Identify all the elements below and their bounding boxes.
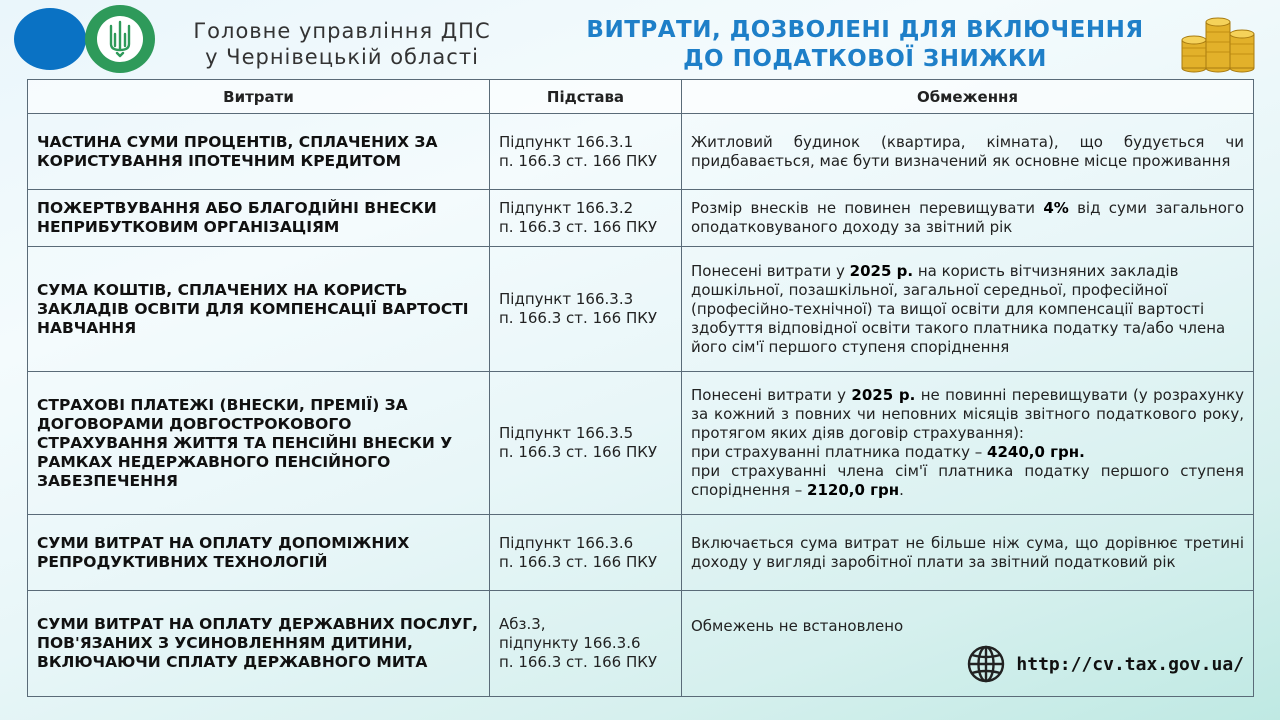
- table-header-row: [28, 80, 1254, 114]
- limit-text: Розмір внесків не повинен перевищувати: [691, 199, 1044, 217]
- limit-cell: [682, 591, 1254, 697]
- title-line-1: ВИТРАТИ, ДОЗВОЛЕНІ ДЛЯ ВКЛЮЧЕННЯ: [586, 17, 1144, 43]
- logo-blue-circle: [14, 8, 86, 70]
- limit-text: Понесені витрати у: [691, 261, 850, 280]
- expense-cell: СУМИ ВИТРАТ НА ОПЛАТУ ДЕРЖАВНИХ ПОСЛУГ, ПОВ'ЯЗАНИХ З УСИНОВЛЕННЯМ ДИТИНИ, ВКЛЮЧАЮЧИ СПЛАТУ ДЕРЖАВНОГО МИТА: [28, 591, 490, 697]
- basis-cell: [490, 190, 682, 247]
- limit-text: на користь вітчизняних закладів дошкільної, позашкільної, загальної середньої, професійної (професійно-технічної) та вищої освіти для компенсації вартості здобуття відповідної освіти такого платника податку та/або члена його сім'ї першого ступеня споріднення: [691, 261, 1226, 356]
- limit-text: Понесені витрати у: [691, 386, 852, 404]
- basis-cell: [490, 247, 682, 372]
- header-limits: Обмеження: [682, 80, 1254, 114]
- basis-line: Абз.3,: [499, 615, 546, 633]
- website-link[interactable]: [691, 644, 1244, 684]
- basis-line: п. 166.3 ст. 166 ПКУ: [499, 309, 658, 327]
- trident-icon: [105, 20, 135, 58]
- limit-text: не повинні перевищувати (у розрахунку за кожний з повних чи неповних місяців звітного податкового року, протягом яких діяв договір страхування):: [691, 386, 1245, 442]
- limit-cell: [682, 372, 1254, 515]
- limit-highlight: 2025 р.: [851, 386, 916, 404]
- basis-line: п. 166.3 ст. 166 ПКУ: [499, 151, 658, 170]
- limit-highlight: 4240,0 грн.: [987, 443, 1085, 461]
- limit-cell: Включається сума витрат не більше ніж сума, що дорівнює третині доходу у вигляді заробітної плати за звітний податковий рік: [682, 515, 1254, 591]
- page-title: [560, 16, 1170, 74]
- logo-trident: [85, 5, 155, 73]
- table-row: [28, 247, 1254, 372]
- basis-line: підпункту 166.3.6: [499, 634, 641, 652]
- basis-cell: [490, 372, 682, 515]
- basis-line: Підпункт 166.3.2: [499, 199, 634, 217]
- basis-line: Підпункт 166.3.3: [499, 290, 634, 308]
- expense-cell: СУМА КОШТІВ, СПЛАЧЕНИХ НА КОРИСТЬ ЗАКЛАДІВ ОСВІТИ ДЛЯ КОМПЕНСАЦІЇ ВАРТОСТІ НАВЧАННЯ: [28, 247, 490, 372]
- basis-line: п. 166.3 ст. 166 ПКУ: [499, 653, 658, 671]
- limit-highlight: 2025 р.: [849, 261, 914, 280]
- expense-cell: СТРАХОВІ ПЛАТЕЖІ (ВНЕСКИ, ПРЕМІЇ) ЗА ДОГОВОРАМИ ДОВГОСТРОКОВОГО СТРАХУВАННЯ ЖИТТЯ ТА ПЕНСІЙНІ ВНЕСКИ У РАМКАХ НЕДЕРЖАВНОГО ПЕНСІЙНОГО ЗАБЕЗПЕЧЕННЯ: [28, 372, 490, 515]
- org-line-2: у Чернівецькій області: [205, 45, 479, 69]
- website-url[interactable]: http://cv.tax.gov.ua/: [1016, 653, 1244, 675]
- table-row: [28, 372, 1254, 515]
- organization-name: [172, 18, 512, 70]
- basis-cell: [490, 515, 682, 591]
- limit-highlight: 4%: [1043, 199, 1069, 217]
- header-basis: Підстава: [490, 80, 682, 114]
- expenses-table: [27, 79, 1254, 697]
- limit-highlight: 2120,0 грн: [807, 481, 900, 499]
- org-line-1: Головне управління ДПС: [193, 19, 491, 43]
- limit-cell: [682, 190, 1254, 247]
- basis-line: п. 166.3 ст. 166 ПКУ: [499, 443, 658, 461]
- limit-cell: [682, 247, 1254, 372]
- limit-cell: Житловий будинок (квартира, кімната), що будується чи придбавається, має бути визначений як основне місце проживання: [682, 114, 1254, 190]
- basis-cell: [490, 114, 682, 190]
- basis-line: Підпункт 166.3.5: [499, 424, 634, 442]
- table-row: [28, 114, 1254, 190]
- basis-cell: [490, 591, 682, 697]
- basis-line: п. 166.3 ст. 166 ПКУ: [499, 218, 658, 236]
- limit-text: при страхуванні члена сім'ї платника податку першого ступеня споріднення –: [691, 462, 1244, 499]
- table-row: [28, 190, 1254, 247]
- table-row: [28, 515, 1254, 591]
- limit-text: при страхуванні платника податку –: [691, 443, 988, 461]
- title-line-2: ДО ПОДАТКОВОЇ ЗНИЖКИ: [683, 46, 1047, 72]
- table-row: [28, 591, 1254, 697]
- limit-text: .: [899, 481, 904, 499]
- basis-line: Підпункт 166.3.6: [499, 533, 634, 552]
- basis-line: Підпункт 166.3.1: [499, 132, 634, 151]
- limit-text: Обмежень не встановлено: [691, 617, 904, 635]
- expense-cell: ПОЖЕРТВУВАННЯ АБО БЛАГОДІЙНІ ВНЕСКИ НЕПРИБУТКОВИМ ОРГАНІЗАЦІЯМ: [28, 190, 490, 247]
- expense-cell: ЧАСТИНА СУМИ ПРОЦЕНТІВ, СПЛАЧЕНИХ ЗА КОРИСТУВАННЯ ІПОТЕЧНИМ КРЕДИТОМ: [28, 114, 490, 190]
- header-expenses: Витрати: [28, 80, 490, 114]
- limit-text: від суми загального оподатковуваного доходу за звітний рік: [691, 199, 1244, 236]
- coins-icon: [1180, 4, 1260, 74]
- globe-icon: [966, 644, 1006, 684]
- expense-cell: СУМИ ВИТРАТ НА ОПЛАТУ ДОПОМІЖНИХ РЕПРОДУКТИВНИХ ТЕХНОЛОГІЙ: [28, 515, 490, 591]
- basis-line: п. 166.3 ст. 166 ПКУ: [499, 552, 658, 571]
